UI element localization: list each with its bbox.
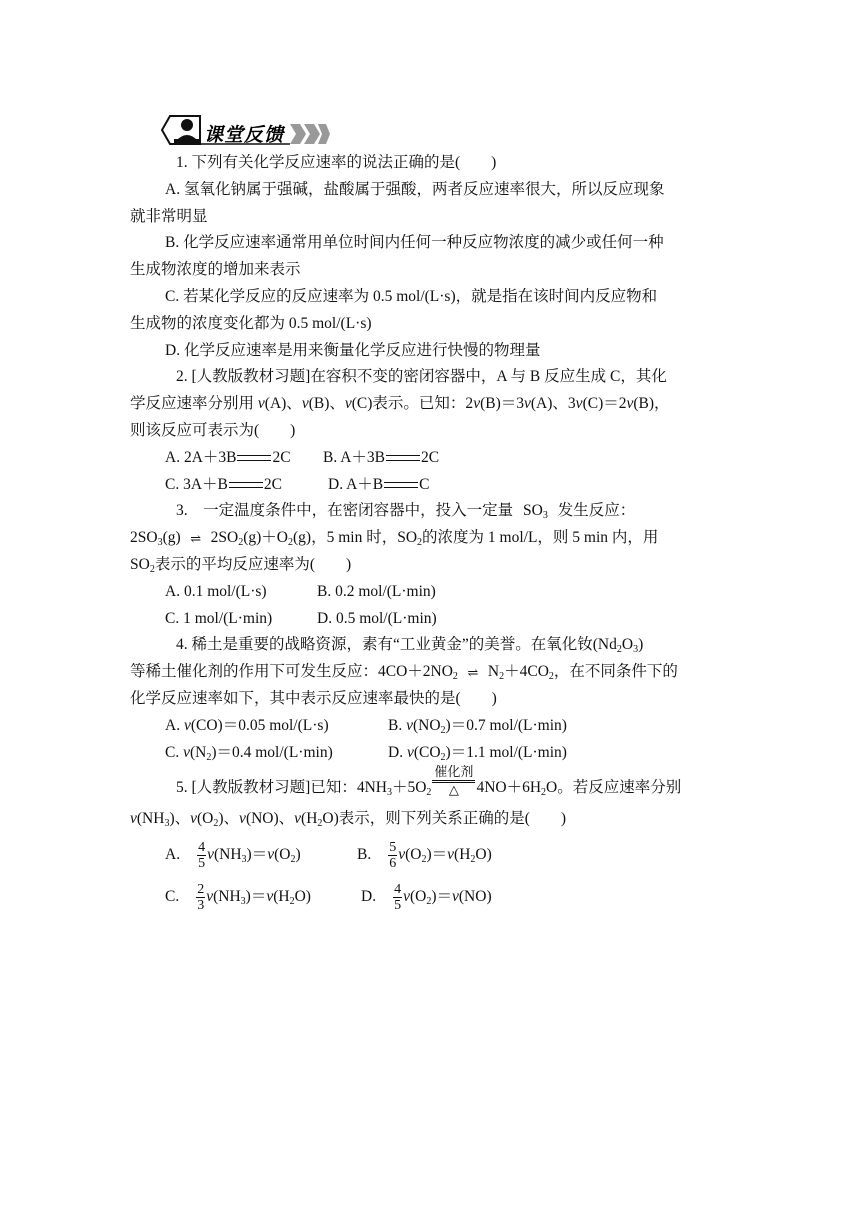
q3-option-b: B. 0.2 mol/(L·min) xyxy=(317,582,436,600)
q4-option-a: A. v(CO)＝0.05 mol/(L·s) xyxy=(165,716,329,734)
q3-option-d: D. 0.5 mol/(L·min) xyxy=(317,609,437,627)
q4-option-b: B. $v(NO_2)=0.7$ mol/(L·min) xyxy=(388,716,567,736)
reversible-arrow-icon: ⇌ xyxy=(467,664,479,680)
q4-option-d: D. $v(CO_2)=1.1$ mol/(L·min) xyxy=(388,743,567,763)
q3-stem-line2: $2SO_3(g)$ ⇌ $2SO_2(g)+O_2(g)$，5 min 时，$SO_2$的浓度为 1 mol/L，则 5 min 内，用 xyxy=(130,529,659,549)
q4-options-row1 xyxy=(130,713,730,740)
q4-stem-line3: 化学反应速率如下，其中表示反应速率最快的是( ) xyxy=(130,689,497,707)
q2-stem-line3: 则该反应可表示为( ) xyxy=(130,421,296,439)
q5-stem-line2: $v(NH_3)$、$v(O_2)$、v(NO)、$v(H_2O)$表示，则下列关系正确的是( ) xyxy=(130,810,567,830)
q2-option-b: B. A＋3B 2C xyxy=(323,448,440,466)
q2-options-row1 xyxy=(130,445,730,472)
q5-option-b: B. $\frac{5}{6}$ $v(O_2)=v(H_2O)$ xyxy=(357,840,492,872)
q5-option-d: D. $\frac{4}{5}$ $v(O_2)=v(NO)$ xyxy=(361,882,492,914)
person-reading-icon xyxy=(172,117,202,145)
q3-option-c: C. 1 mol/(L·min) xyxy=(165,609,273,627)
q5-option-c: C. $\frac{2}{3}$ $v(NH_3)=v(H_2O)$ xyxy=(165,882,311,914)
question-content xyxy=(130,150,730,918)
q4-options-row2 xyxy=(130,740,730,767)
q2-options-row2 xyxy=(130,472,730,499)
q1-option-c-line1: C. 若某化学反应的反应速率为 0.5 mol/(L·s)，就是指在该时间内反应物和 xyxy=(165,287,658,305)
q4-option-c: C. $v(N_2)=0.4$ mol/(L·min) xyxy=(165,743,333,763)
q1-option-a-line1: A. 氢氧化钠属于强碱，盐酸属于强酸，两者反应速率很大，所以反应现象 xyxy=(165,180,665,198)
q2-stem-line1: 2. [人教版教材习题]在容积不变的密闭容器中，A 与 B 反应生成 C，其化 xyxy=(176,368,667,386)
q4-stem-line2: 等稀土催化剂的作用下可发生反应：$4CO+2NO_2$ ⇌ $N_2+4CO_2$，在不同条件下的 xyxy=(130,663,678,683)
q5-options-row1 xyxy=(130,834,730,876)
q1-stem: 1. 下列有关化学反应速率的说法正确的是( ) xyxy=(176,154,497,171)
q3-options-row1 xyxy=(130,579,730,606)
section-banner xyxy=(160,114,330,148)
section-title: 课堂反馈 xyxy=(204,125,285,146)
q4-stem-line1: 4. 稀土是重要的战略资源，素有“工业黄金”的美誉。在氧化钕$(Nd_2O_3)$ xyxy=(176,636,644,656)
q3-stem-line1: 3. 一定温度条件中，在密闭容器中，投入一定量 $SO_3$ 发生反应： xyxy=(176,502,636,522)
q2-option-a: A. 2A＋3B 2C xyxy=(165,448,291,466)
q1-option-d: D. 化学反应速率是用来衡量化学反应进行快慢的物理量 xyxy=(165,341,541,359)
q5-option-a: A. $\frac{4}{5}$ $v(NH_3)=v(O_2)$ xyxy=(165,840,301,872)
q5-options-row2 xyxy=(130,876,730,918)
q1-option-c-line2: 生成物的浓度变化都为 0.5 mol/(L·s) xyxy=(130,314,372,332)
q3-stem-line3: $SO_2$表示的平均反应速率为( ) xyxy=(130,555,352,575)
q1-option-a-line2: 就非常明显 xyxy=(130,207,208,225)
reversible-arrow-icon: ⇌ xyxy=(190,530,202,546)
q1-option-b-line1: B. 化学反应速率通常用单位时间内任何一种反应物浓度的减少或任何一种 xyxy=(165,234,664,252)
q5-stem-line1: 5. [人教版教材习题]已知：$4NH_3+5O_2$ 催化剂 △ $4NO+6H_2O$。若反应速率分别 xyxy=(176,763,682,799)
q3-options-row2 xyxy=(130,606,730,633)
q3-option-a: A. 0.1 mol/(L·s) xyxy=(165,582,267,600)
q2-option-c: C. 3A＋B 2C xyxy=(165,475,282,493)
q2-stem-line2: 学反应速率分别用 v(A)、v(B)、v(C)表示。已知：2v(B)＝3v(A)、3v(C)＝2v(B)， xyxy=(130,395,670,413)
reaction-condition: 催化剂 △ xyxy=(434,763,474,797)
q1-option-b-line2: 生成物浓度的增加来表示 xyxy=(130,261,301,279)
q2-option-d: D. A＋B C xyxy=(328,475,430,493)
